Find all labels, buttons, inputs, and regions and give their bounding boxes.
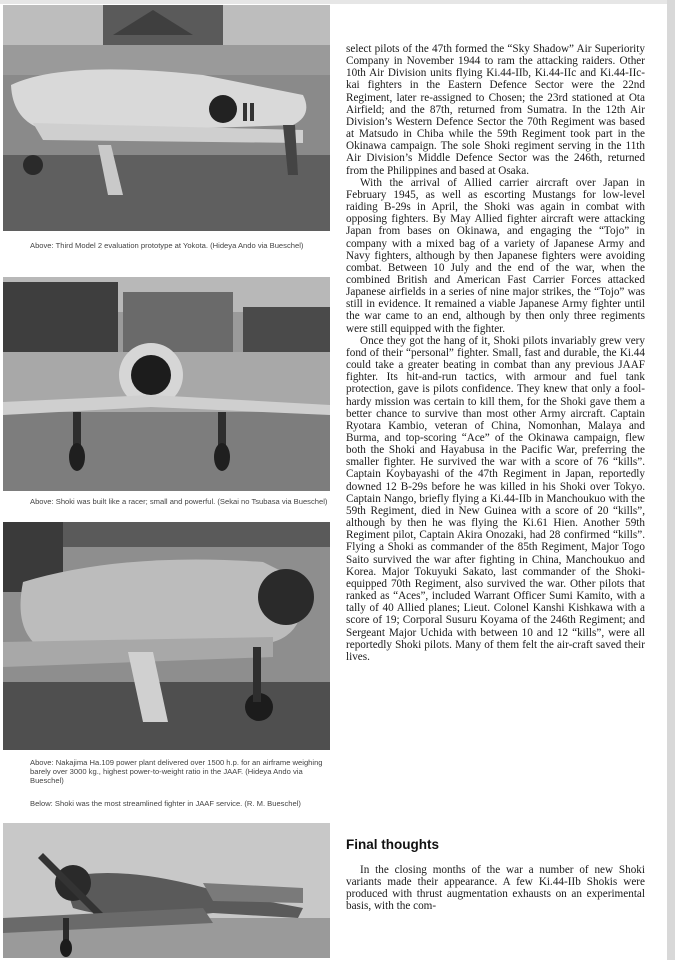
article-paragraph-2: With the arrival of Allied carrier aircraft over Japan in February 1945, as well as escorting Mustangs for low-level raiding B-29s in April, the Shoki was again in combat with opposing fighters. By May Allied fighter aircraft were attacking Japan from bases on Okinawa, and engaging the “Tojo” in company with a mixed bag of a variety of Japanese Army and Navy fighters, although by then Japanese fighters were avoiding combat. Between 10 July and the end of the war, when the combined British and American Fast Carrier Forces attacked Japanese airfields in a series of nine major strikes, the “Tojo” was still in evidence. It remained a viable Japanese Army fighter until the war came to an end, although by then only three regiments were still equipped with the fighter. — [346, 176, 645, 335]
caption-photo-4: Below: Shoki was the most streamlined fighter in JAAF service. (R. M. Bueschel) — [30, 799, 301, 808]
photo-shoki-streamlined — [3, 823, 330, 958]
photo-shoki-front — [3, 277, 330, 491]
caption-photo-3: Above: Nakajima Ha.109 power plant delivered over 1500 h.p. for an airframe weighing barely over 3000 kg., highest power-to-weight ratio in the JAAF. (Hideya Ando via Bueschel) — [30, 758, 323, 785]
caption-photo-1: Above: Third Model 2 evaluation prototype at Yokota. (Hideya Ando via Bueschel) — [30, 241, 304, 250]
article-paragraph-4: In the closing months of the war a number of new Shoki variants made their appearance. A few Ki.44-IIb Shokis were produced with thrust augmentation exhausts on an experimental basis, with the com- — [346, 864, 645, 913]
article-paragraph-3: Once they got the hang of it, Shoki pilots invariably grew very fond of their “personal” fighter. Small, fast and durable, the Ki.44 could take a greater beating in combat than any previous JAAF fighter. Its hit-and-run tactics, with armour and fuel tank protection, gave is pilots confidence. They knew that only a fool-hardy mission was certain to kill them, for the Shoki gave them a better chance to survive than most other Army aircraft. Captain Ryotara Kambio, veteran of China, Nomonhan, Malaya and Burma, and top-scoring “Ace” of the Okinawa campaign, flew both the Shoki and Hayabusa in the Pacific War, preferring the smaller fighter. He survived the war with a score of 76 “kills”. Captain Koybayashi of the 47th Regiment in Japan, reportedly downed 12 B-29s before he was killed in his Shoki over Tokyo. Captain Nango, briefly flying a Ki.44-IIb in Manchoukuo with the 59th Regiment, died in New Guinea with a score of 20 “kills”, although by then he was flying the Ki.61 Hien. Another 59th Regiment pilot, Captain Akira Onozaki, had 28 confirmed “kills”. Flying a Shoki as commander of the 85th Regiment, Major Togo Saito survived the war after fighting in China, Manchoukuo and Korea. Major Tokuyuki Sakato, last commander of the Shoki-equipped 70th Regiment, also survived the war. Other pilots that ranked as “Aces”, included Warrant Officer Sumi Kamito, with a tally of 40 Allied planes; Lieut. Colonel Kanshi Kishkawa with a score of 19; Corporal Susuru Koyama of the 246th Regiment; and Sergeant Major Uchida with between 10 and 12 “kills”, were all reportedly Shoki pilots. Many of them felt the air-craft saved their lives. — [346, 334, 645, 663]
article-paragraph-1: select pilots of the 47th formed the “Sky Shadow” Air Superiority Company in November 1944 to ram the attacking raiders. Other 10th Air Division units flying Ki.44-IIb, Ki.44-IIc and Ki.44-IIc-kai fighters in the Eastern Defence Sector were the 22nd Regiment, later re-assigned to Chosen; the 23rd stationed at Ota Airfield; and the 87th, returned from Sumatra. In the 12th Air Division’s Western Defence Sector the 70th Regiment was based at Matsudo in Chiba while the 59th Regiment took part in the Okinawa campaign. The sole Shoki regiment serving in the 11th Air Division’s Middle Defence Sector was the 246th, returned from the Philippines and based at Osaka. — [346, 43, 645, 177]
page-top-edge — [0, 0, 675, 4]
section-heading: Final thoughts — [346, 837, 439, 852]
photo-prototype-yokota — [3, 5, 330, 231]
article-column — [346, 43, 645, 663]
photo-ha109-engine — [3, 522, 330, 750]
page-right-edge — [667, 0, 675, 960]
article-column-continued — [346, 864, 645, 913]
caption-photo-2: Above: Shoki was built like a racer; small and powerful. (Sekai no Tsubasa via Bueschel) — [30, 497, 328, 506]
